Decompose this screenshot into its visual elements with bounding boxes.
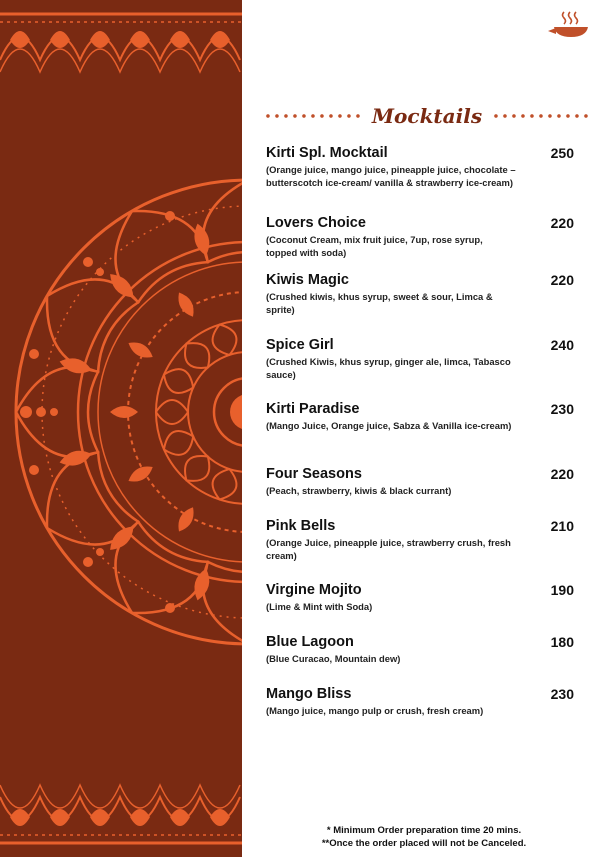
item-price: 190 <box>550 582 574 598</box>
item-price: 240 <box>550 337 574 353</box>
item-name: Mango Bliss <box>266 686 352 702</box>
mandala <box>16 180 242 644</box>
item-price: 230 <box>550 401 574 417</box>
item-name: Spice Girl <box>266 337 334 353</box>
item-price: 210 <box>550 518 574 534</box>
item-name: Four Seasons <box>266 466 362 482</box>
footer-notes <box>242 824 606 850</box>
item-description: (Crushed Kiwis, khus syrup, ginger ale, limca, Tabasco sauce) <box>266 356 511 380</box>
section-title: Mocktails <box>371 104 483 128</box>
note-preparation-time: * Minimum Order preparation time 20 mins. <box>326 825 522 836</box>
item-price: 180 <box>550 634 574 650</box>
menu-item <box>266 465 578 498</box>
item-description: (Lime & Mint with Soda) <box>266 601 373 612</box>
item-name: Blue Lagoon <box>266 634 354 650</box>
top-border-ornament <box>0 14 242 72</box>
item-description: (Orange Juice, pineapple juice, strawberry crush, fresh cream) <box>266 537 511 561</box>
menu-item <box>266 400 578 433</box>
menu-item <box>266 581 578 614</box>
steaming-bowl-icon <box>548 10 592 40</box>
item-description: (Coconut Cream, mix fruit juice, 7up, rose syrup, topped with soda) <box>266 234 483 258</box>
menu-item <box>266 685 578 718</box>
menu-item <box>266 144 578 189</box>
decorative-panel <box>0 0 242 857</box>
item-description: (Mango Juice, Orange juice, Sabza & Vanilla ice-cream) <box>266 420 512 431</box>
teardrops <box>58 222 213 602</box>
item-price: 220 <box>550 272 574 288</box>
item-price: 250 <box>550 145 574 161</box>
menu-item <box>266 336 578 381</box>
menu-item <box>266 214 578 259</box>
menu-item <box>266 517 578 562</box>
item-name: Kiwis Magic <box>266 272 349 288</box>
item-price: 220 <box>550 466 574 482</box>
item-name: Lovers Choice <box>266 215 366 231</box>
item-description: (Crushed kiwis, khus syrup, sweet & sour, Limca & sprite) <box>266 291 493 315</box>
item-name: Kirti Spl. Mocktail <box>266 145 388 161</box>
item-description: (Peach, strawberry, kiwis & black currant) <box>266 485 452 496</box>
item-price: 230 <box>550 686 574 702</box>
mandala-ornament <box>0 0 242 857</box>
item-name: Virgine Mojito <box>266 582 362 598</box>
menu-panel <box>242 0 606 857</box>
menu-item <box>266 271 578 316</box>
inner-petals <box>156 321 241 503</box>
item-description: (Mango juice, mango pulp or crush, fresh cream) <box>266 705 484 716</box>
item-price: 220 <box>550 215 574 231</box>
item-description: (Orange juice, mango juice, pineapple juice, chocolate – butterscotch ice-cream/ vanilla & strawberry ice-cream) <box>266 164 516 188</box>
item-name: Kirti Paradise <box>266 401 360 417</box>
bottom-border-ornament <box>0 785 242 843</box>
item-name: Pink Bells <box>266 518 336 534</box>
dotted-divider-right <box>490 114 592 118</box>
section-header <box>262 102 592 130</box>
note-cancellation-policy: **Once the order placed will not be Canceled. <box>321 838 527 849</box>
menu-item <box>266 633 578 666</box>
dotted-divider-left <box>262 114 364 118</box>
item-description: (Blue Curacao, Mountain dew) <box>266 653 401 664</box>
